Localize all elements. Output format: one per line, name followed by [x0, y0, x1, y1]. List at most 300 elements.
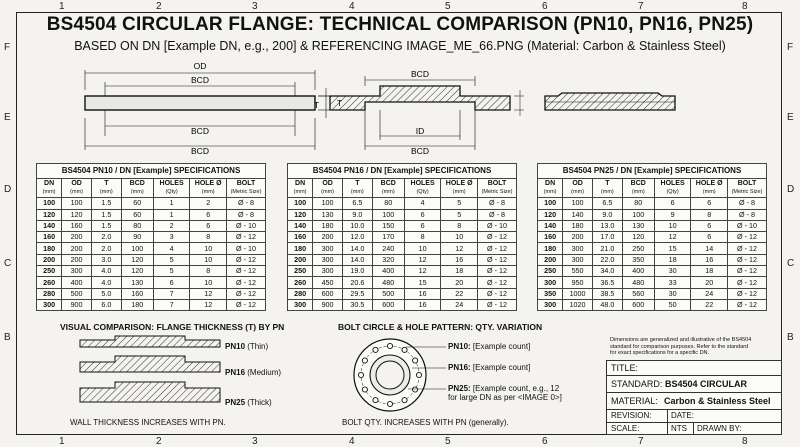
table-cell: 100	[37, 198, 62, 209]
table-cell: 180	[313, 220, 343, 231]
table-cell: Ø - 12	[478, 277, 517, 288]
table-row	[538, 209, 767, 220]
table-row	[538, 243, 767, 254]
table-cell: 120	[538, 209, 563, 220]
table-cell: 60	[121, 198, 153, 209]
table-cell: 160	[37, 232, 62, 243]
table-row	[538, 198, 767, 209]
table-cell: 120	[62, 209, 92, 220]
table-cell: 100	[538, 198, 563, 209]
table-cell: 100	[62, 198, 92, 209]
table-cell: 18	[691, 266, 728, 277]
table-cell: 140	[37, 220, 62, 231]
table-cell: 10.0	[342, 220, 372, 231]
zone-top-6: 6	[542, 1, 548, 12]
table-cell: 500	[62, 288, 92, 299]
table-cell: 950	[563, 277, 593, 288]
disclaimer-note: Dimensions are generalized and illustrative of the BS4504 standard for comparison purposes. Refer to the standard for exact specifications for a specific DN.	[610, 337, 752, 356]
table-cell: 14.0	[342, 243, 372, 254]
bolt-hole	[373, 398, 378, 403]
table-cell: 18	[654, 254, 691, 265]
bolt-hole	[362, 358, 367, 363]
table-cell: 60	[121, 209, 153, 220]
table-cell: 3	[153, 232, 190, 243]
zone-top-5: 5	[445, 1, 451, 12]
table-cell: 12	[404, 254, 441, 265]
table-cell: 6	[654, 198, 691, 209]
table-cell: 5	[441, 209, 478, 220]
table-cell: 80	[372, 198, 404, 209]
table-row	[538, 288, 767, 299]
column-header: OD (mm)	[62, 179, 92, 198]
table-cell: 560	[622, 288, 654, 299]
bolt-pn16-label: PN16: [Example count]	[448, 363, 531, 372]
table-row	[37, 254, 266, 265]
table-cell: 140	[563, 209, 593, 220]
table-cell: 50	[654, 299, 691, 310]
table-cell: 33	[654, 277, 691, 288]
zone-top-8: 8	[742, 1, 748, 12]
table-cell: 1	[153, 209, 190, 220]
zone-left-E: E	[4, 112, 11, 123]
table-cell: 10	[404, 243, 441, 254]
zone-right-F: F	[787, 42, 794, 53]
column-header: BCD (mm)	[372, 179, 404, 198]
table-cell: 24	[691, 288, 728, 299]
title-row: TITLE:	[607, 361, 781, 376]
table-cell: 300	[538, 277, 563, 288]
table-cell: 20.6	[342, 277, 372, 288]
table-cell: Ø - 12	[227, 254, 266, 265]
table-cell: 160	[288, 232, 313, 243]
table-cell: 500	[372, 288, 404, 299]
table-row	[288, 243, 517, 254]
page-title: BS4504 CIRCULAR FLANGE: TECHNICAL COMPARISON (PN10, PN16, PN25)	[46, 14, 754, 35]
table-cell: 4	[153, 243, 190, 254]
table-cell: 12	[441, 243, 478, 254]
zone-left-D: D	[4, 184, 12, 195]
table-cell: Ø - 12	[478, 266, 517, 277]
table-row	[288, 220, 517, 231]
table-cell: Ø - 12	[728, 243, 767, 254]
column-header: DN (mm)	[538, 179, 563, 198]
table-cell: 300	[37, 299, 62, 310]
table-cell: 16	[404, 288, 441, 299]
table-cell: 1.5	[91, 209, 121, 220]
zone-bottom-3: 3	[252, 436, 258, 447]
table-cell: 30	[654, 288, 691, 299]
table-cell: 4.0	[91, 266, 121, 277]
table-cell: Ø - 12	[227, 288, 266, 299]
zone-left-F: F	[4, 42, 11, 53]
table-cell: 4.0	[91, 277, 121, 288]
table-cell: 12	[190, 288, 227, 299]
table-cell: 18	[441, 266, 478, 277]
table-cell: 9.0	[342, 209, 372, 220]
table-cell: 550	[563, 266, 593, 277]
table-row	[37, 266, 266, 277]
table-cell: 130	[622, 220, 654, 231]
column-header: BOLT (Metric Size)	[728, 179, 767, 198]
table-cell: 20	[691, 277, 728, 288]
table-cell: 36.5	[592, 277, 622, 288]
column-header: HOLES (Qty)	[404, 179, 441, 198]
table-cell: 200	[288, 254, 313, 265]
table-cell: 2.0	[91, 232, 121, 243]
table-cell: 6	[691, 232, 728, 243]
table-cell: 600	[622, 299, 654, 310]
table-cell: 5.0	[91, 288, 121, 299]
bolt-hole	[373, 347, 378, 352]
table-cell: 2	[190, 198, 227, 209]
table-cell: 1.5	[91, 220, 121, 231]
column-header: OD (mm)	[563, 179, 593, 198]
table-cell: 100	[288, 198, 313, 209]
table-cell: 7	[153, 299, 190, 310]
table-cell: 200	[313, 232, 343, 243]
table-cell: 400	[622, 266, 654, 277]
table-cell: 180	[121, 299, 153, 310]
column-header: HOLE Ø (mm)	[190, 179, 227, 198]
table-cell: 300	[62, 266, 92, 277]
column-header: OD (mm)	[313, 179, 343, 198]
table-cell: Ø - 12	[728, 288, 767, 299]
zone-right-D: D	[787, 184, 795, 195]
table-cell: 34.0	[592, 266, 622, 277]
table-cell: 240	[372, 243, 404, 254]
table-cell: Ø - 8	[728, 198, 767, 209]
table-caption: BS4504 PN10 / DN [Example] SPECIFICATIONS	[37, 164, 266, 179]
table-cell: 12.0	[342, 232, 372, 243]
zone-top-1: 1	[59, 1, 65, 12]
table-cell: 38.5	[592, 288, 622, 299]
zone-bottom-8: 8	[742, 436, 748, 447]
zone-bottom-6: 6	[542, 436, 548, 447]
table-cell: 900	[313, 299, 343, 310]
bcd-label-section-bottom: BCD	[411, 146, 429, 156]
table-cell: 170	[372, 232, 404, 243]
zone-bottom-1: 1	[59, 436, 65, 447]
table-cell: 30	[654, 266, 691, 277]
table-cell: 300	[288, 299, 313, 310]
table-cell: 22.0	[592, 254, 622, 265]
bcd-label-bottom: BCD	[191, 126, 209, 136]
table-cell: 90	[121, 232, 153, 243]
table-row	[538, 266, 767, 277]
table-cell: 350	[622, 254, 654, 265]
table-cell: 350	[538, 288, 563, 299]
table-row	[37, 198, 266, 209]
table-cell: 6	[404, 209, 441, 220]
table-cell: Ø - 12	[478, 254, 517, 265]
table-row	[288, 277, 517, 288]
bcd-label-section: BCD	[411, 69, 429, 79]
table-cell: 80	[622, 198, 654, 209]
table-cell: 300	[563, 243, 593, 254]
table-cell: 9	[654, 209, 691, 220]
table-cell: 180	[538, 243, 563, 254]
table-cell: Ø - 12	[227, 299, 266, 310]
spec-table-pn16	[287, 163, 517, 311]
t-label-2: T	[314, 100, 320, 110]
table-cell: 6	[691, 198, 728, 209]
table-cell: Ø - 8	[227, 209, 266, 220]
table-cell: 6.5	[592, 198, 622, 209]
table-cell: 200	[538, 254, 563, 265]
table-cell: 10	[190, 243, 227, 254]
table-cell: 48.0	[592, 299, 622, 310]
table-cell: 10	[190, 277, 227, 288]
table-cell: 5	[153, 254, 190, 265]
table-cell: 16	[441, 254, 478, 265]
table-cell: 1	[153, 198, 190, 209]
table-row	[288, 232, 517, 243]
table-row	[37, 299, 266, 310]
table-cell: 120	[121, 266, 153, 277]
table-row	[538, 299, 767, 310]
table-cell: 7	[153, 288, 190, 299]
table-cell: 15	[404, 277, 441, 288]
table-cell: 15	[654, 243, 691, 254]
table-cell: 120	[288, 209, 313, 220]
table-cell: 6	[190, 209, 227, 220]
table-cell: Ø - 12	[227, 266, 266, 277]
column-header: BCD (mm)	[622, 179, 654, 198]
table-cell: 200	[62, 254, 92, 265]
table-cell: 21.0	[592, 243, 622, 254]
pn25-thickness-label: PN25 (Thick)	[225, 398, 272, 407]
table-cell: 600	[313, 288, 343, 299]
table-cell: 120	[37, 209, 62, 220]
zone-bottom-2: 2	[156, 436, 162, 447]
table-cell: 8	[691, 209, 728, 220]
table-cell: 10	[190, 254, 227, 265]
bcd-label-top: BCD	[191, 75, 209, 85]
table-cell: 200	[37, 254, 62, 265]
table-cell: 20	[441, 277, 478, 288]
table-row	[288, 198, 517, 209]
column-header: BOLT (Metric Size)	[227, 179, 266, 198]
table-cell: Ø - 8	[478, 198, 517, 209]
table-row	[37, 277, 266, 288]
bolt-pn10-label: PN10: [Example count]	[448, 342, 531, 351]
table-cell: 6	[153, 277, 190, 288]
table-cell: 120	[622, 232, 654, 243]
column-header: DN (mm)	[37, 179, 62, 198]
table-cell: Ø - 10	[728, 220, 767, 231]
zone-bottom-5: 5	[445, 436, 451, 447]
table-cell: 13.0	[592, 220, 622, 231]
table-cell: 120	[121, 254, 153, 265]
table-cell: 10	[654, 220, 691, 231]
table-cell: 100	[563, 198, 593, 209]
bcd-label-lower: BCD	[191, 146, 209, 156]
table-cell: 12	[404, 266, 441, 277]
table-cell: 9.0	[592, 209, 622, 220]
table-cell: Ø - 12	[478, 299, 517, 310]
thickness-caption: WALL THICKNESS INCREASES WITH PN.	[70, 418, 226, 427]
table-cell: 8	[190, 266, 227, 277]
table-cell: 8	[190, 232, 227, 243]
table-caption: BS4504 PN16 / DN [Example] SPECIFICATIONS	[288, 164, 517, 179]
flange-side-view	[85, 61, 342, 156]
table-cell: 300	[538, 299, 563, 310]
table-cell: 19.0	[342, 266, 372, 277]
table-row	[37, 209, 266, 220]
table-cell: Ø - 10	[227, 243, 266, 254]
zone-bottom-4: 4	[349, 436, 355, 447]
table-cell: 100	[372, 209, 404, 220]
table-cell: 5	[153, 266, 190, 277]
zone-top-2: 2	[156, 1, 162, 12]
column-header: BOLT (Metric Size)	[478, 179, 517, 198]
table-cell: 16	[404, 299, 441, 310]
table-cell: 400	[62, 277, 92, 288]
bolt-hole	[358, 372, 363, 377]
table-cell: 100	[313, 198, 343, 209]
table-row	[37, 220, 266, 231]
table-cell: Ø - 8	[728, 209, 767, 220]
table-cell: 260	[288, 277, 313, 288]
table-cell: 80	[121, 220, 153, 231]
zone-top-7: 7	[638, 1, 644, 12]
table-cell: Ø - 10	[478, 220, 517, 231]
table-cell: 260	[37, 277, 62, 288]
table-cell: 160	[121, 288, 153, 299]
table-cell: Ø - 12	[728, 254, 767, 265]
zone-right-E: E	[787, 112, 794, 123]
zone-left-C: C	[4, 258, 12, 269]
table-cell: 480	[622, 277, 654, 288]
table-cell: 1.5	[91, 198, 121, 209]
table-cell: 6	[691, 220, 728, 231]
zone-right-B: B	[787, 332, 794, 343]
scale-row: SCALE: NTS DRAWN BY:	[611, 424, 742, 433]
table-cell: Ø - 12	[728, 299, 767, 310]
table-cell: 140	[538, 220, 563, 231]
table-cell: 3.0	[91, 254, 121, 265]
table-cell: 6	[190, 220, 227, 231]
table-cell: Ø - 12	[227, 232, 266, 243]
table-cell: 10	[441, 232, 478, 243]
table-cell: Ø - 12	[478, 243, 517, 254]
table-cell: 250	[288, 266, 313, 277]
table-cell: 280	[37, 288, 62, 299]
table-cell: Ø - 12	[478, 232, 517, 243]
table-row	[288, 254, 517, 265]
revision-row: REVISION: DATE:	[607, 410, 781, 423]
table-cell: 180	[288, 243, 313, 254]
flange-section-view	[314, 69, 524, 156]
table-cell: 300	[313, 243, 343, 254]
standard-row: STANDARD: BS4504 CIRCULAR	[607, 376, 781, 393]
table-cell: 12	[190, 299, 227, 310]
table-cell: 180	[563, 220, 593, 231]
table-cell: Ø - 12	[227, 277, 266, 288]
table-cell: 5	[441, 198, 478, 209]
spec-table-pn10	[36, 163, 266, 311]
zone-top-3: 3	[252, 1, 258, 12]
table-row	[288, 288, 517, 299]
spec-table-pn25	[537, 163, 767, 311]
table-cell: 2.0	[91, 243, 121, 254]
table-cell: 250	[622, 243, 654, 254]
title-block	[606, 360, 782, 435]
pn16-thickness-label: PN16 (Medium)	[225, 368, 282, 377]
zone-top-4: 4	[349, 1, 355, 12]
page-subtitle: BASED ON DN [Example DN, e.g., 200] & REFERENCING IMAGE_ME_66.PNG (Material: Carbon & Stainless Steel)	[74, 39, 726, 53]
table-cell: 300	[313, 266, 343, 277]
table-cell: 100	[622, 209, 654, 220]
bolt-caption: BOLT QTY. INCREASES WITH PN (generally).	[342, 418, 509, 427]
table-cell: 200	[563, 232, 593, 243]
column-header: HOLES (Qty)	[654, 179, 691, 198]
table-cell: 6.5	[342, 198, 372, 209]
table-cell: 480	[372, 277, 404, 288]
zone-bottom-7: 7	[638, 436, 644, 447]
bolt-pn25-label: PN25: [Example count, e.g., 12 for large DN as per <IMAGE 0>]	[448, 384, 562, 402]
table-cell: 160	[62, 220, 92, 231]
table-cell: Ø - 12	[728, 266, 767, 277]
table-cell: 250	[37, 266, 62, 277]
column-header: BCD (mm)	[121, 179, 153, 198]
table-cell: 12	[654, 232, 691, 243]
zone-left-B: B	[4, 332, 11, 343]
table-cell: 29.5	[342, 288, 372, 299]
column-header: T (mm)	[91, 179, 121, 198]
column-header: HOLE Ø (mm)	[691, 179, 728, 198]
table-cell: 600	[372, 299, 404, 310]
table-cell: 8	[441, 220, 478, 231]
table-cell: 900	[62, 299, 92, 310]
table-cell: 100	[121, 243, 153, 254]
table-cell: Ø - 12	[728, 277, 767, 288]
table-row	[288, 209, 517, 220]
table-cell: 130	[121, 277, 153, 288]
table-cell: Ø - 10	[227, 220, 266, 231]
table-cell: 280	[288, 288, 313, 299]
table-cell: 4	[404, 198, 441, 209]
table-row	[538, 254, 767, 265]
table-cell: 22	[441, 288, 478, 299]
column-header: DN (mm)	[288, 179, 313, 198]
table-cell: 200	[62, 243, 92, 254]
column-header: T (mm)	[342, 179, 372, 198]
table-cell: 16	[691, 254, 728, 265]
id-label: ID	[415, 126, 425, 136]
table-cell: 300	[563, 254, 593, 265]
table-cell: 6	[404, 220, 441, 231]
table-cell: 300	[313, 254, 343, 265]
zone-right-C: C	[787, 258, 795, 269]
table-caption: BS4504 PN25 / DN [Example] SPECIFICATIONS	[538, 164, 767, 179]
column-header: HOLES (Qty)	[153, 179, 190, 198]
table-row	[288, 299, 517, 310]
table-cell: 14.0	[342, 254, 372, 265]
flange-profile-view	[545, 93, 675, 110]
bolt-hole	[362, 387, 367, 392]
table-cell: Ø - 12	[478, 288, 517, 299]
table-cell: 150	[372, 220, 404, 231]
table-cell: Ø - 8	[227, 198, 266, 209]
table-cell: 22	[691, 299, 728, 310]
table-cell: 6.0	[91, 299, 121, 310]
table-cell: 140	[288, 220, 313, 231]
table-row	[538, 232, 767, 243]
table-cell: 450	[313, 277, 343, 288]
table-cell: 14	[691, 243, 728, 254]
table-row	[37, 243, 266, 254]
